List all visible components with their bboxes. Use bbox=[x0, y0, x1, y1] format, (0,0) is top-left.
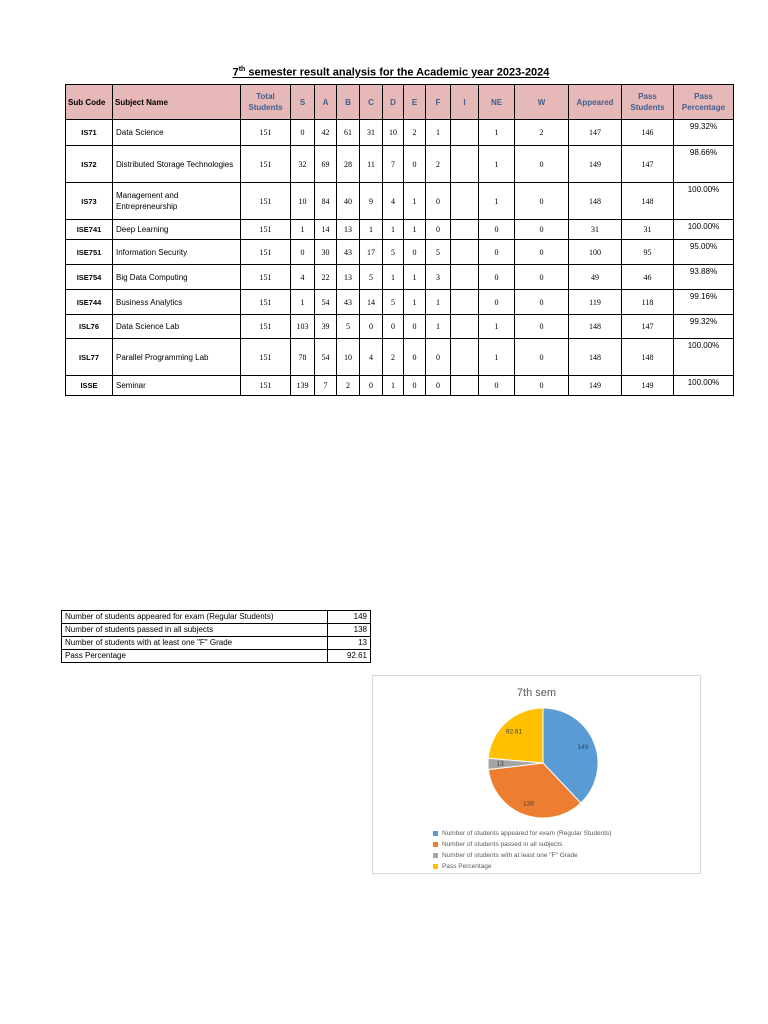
cell-s: 78 bbox=[291, 339, 315, 376]
cell-c: 0 bbox=[360, 376, 383, 396]
cell-total: 151 bbox=[241, 183, 291, 220]
col-header: B bbox=[337, 85, 360, 120]
cell-s: 1 bbox=[291, 290, 315, 315]
legend-swatch bbox=[433, 831, 438, 836]
summary-label: Number of students with at least one "F" Grade bbox=[62, 637, 328, 650]
col-header: W bbox=[515, 85, 569, 120]
cell-w: 2 bbox=[515, 120, 569, 146]
cell-d: 7 bbox=[383, 146, 404, 183]
summary-label: Number of students passed in all subjects bbox=[62, 624, 328, 637]
cell-c: 5 bbox=[360, 265, 383, 290]
cell-b: 13 bbox=[337, 220, 360, 240]
cell-pass: 148 bbox=[622, 339, 674, 376]
cell-b: 10 bbox=[337, 339, 360, 376]
cell-c: 31 bbox=[360, 120, 383, 146]
cell-d: 5 bbox=[383, 240, 404, 265]
col-header: NE bbox=[479, 85, 515, 120]
cell-c: 1 bbox=[360, 220, 383, 240]
cell-pct: 99.32% bbox=[674, 315, 734, 339]
cell-e: 1 bbox=[404, 265, 426, 290]
cell-s: 0 bbox=[291, 120, 315, 146]
legend-label: Number of students passed in all subjects bbox=[442, 841, 563, 848]
table-row bbox=[66, 376, 734, 396]
cell-e: 0 bbox=[404, 240, 426, 265]
cell-f: 0 bbox=[426, 376, 451, 396]
cell-appeared: 148 bbox=[569, 315, 622, 339]
cell-a: 54 bbox=[315, 290, 337, 315]
cell-ne: 1 bbox=[479, 120, 515, 146]
cell-ne: 0 bbox=[479, 376, 515, 396]
cell-f: 1 bbox=[426, 315, 451, 339]
summary-label: Pass Percentage bbox=[62, 650, 328, 663]
cell-pct: 100.00% bbox=[674, 376, 734, 396]
pie-data-label: 13 bbox=[496, 760, 504, 768]
summary-value: 13 bbox=[328, 637, 371, 650]
cell-total: 151 bbox=[241, 146, 291, 183]
summary-label: Number of students appeared for exam (Regular Students) bbox=[62, 611, 328, 624]
col-header: Pass Students bbox=[622, 85, 674, 120]
cell-s: 0 bbox=[291, 240, 315, 265]
summary-row bbox=[62, 637, 371, 650]
cell-i bbox=[451, 220, 479, 240]
cell-appeared: 31 bbox=[569, 220, 622, 240]
cell-i bbox=[451, 240, 479, 265]
cell-i bbox=[451, 290, 479, 315]
cell-s: 103 bbox=[291, 315, 315, 339]
cell-appeared: 147 bbox=[569, 120, 622, 146]
page-title: 7th semester result analysis for the Academic year 2023-2024 bbox=[232, 66, 550, 79]
cell-pass: 118 bbox=[622, 290, 674, 315]
cell-b: 13 bbox=[337, 265, 360, 290]
cell-code: ISE744 bbox=[66, 290, 113, 315]
table-row bbox=[66, 240, 734, 265]
cell-total: 151 bbox=[241, 315, 291, 339]
cell-total: 151 bbox=[241, 220, 291, 240]
chart-title: 7th sem bbox=[516, 687, 557, 699]
summary-row bbox=[62, 611, 371, 624]
cell-a: 22 bbox=[315, 265, 337, 290]
cell-e: 0 bbox=[404, 315, 426, 339]
cell-c: 11 bbox=[360, 146, 383, 183]
cell-i bbox=[451, 315, 479, 339]
cell-total: 151 bbox=[241, 120, 291, 146]
cell-a: 69 bbox=[315, 146, 337, 183]
cell-b: 40 bbox=[337, 183, 360, 220]
cell-e: 1 bbox=[404, 220, 426, 240]
legend-item bbox=[433, 839, 611, 850]
cell-a: 54 bbox=[315, 339, 337, 376]
cell-ne: 1 bbox=[479, 183, 515, 220]
cell-ne: 0 bbox=[479, 290, 515, 315]
cell-pct: 99.32% bbox=[674, 120, 734, 146]
cell-d: 2 bbox=[383, 339, 404, 376]
cell-appeared: 149 bbox=[569, 376, 622, 396]
col-header: D bbox=[383, 85, 404, 120]
cell-b: 43 bbox=[337, 290, 360, 315]
cell-subject: Distributed Storage Technologies bbox=[113, 146, 241, 183]
cell-f: 0 bbox=[426, 183, 451, 220]
cell-subject: Deep Learning bbox=[113, 220, 241, 240]
cell-subject: Business Analytics bbox=[113, 290, 241, 315]
col-header: F bbox=[426, 85, 451, 120]
cell-pct: 99.16% bbox=[674, 290, 734, 315]
cell-pass: 149 bbox=[622, 376, 674, 396]
cell-subject: Parallel Programming Lab bbox=[113, 339, 241, 376]
cell-d: 1 bbox=[383, 265, 404, 290]
cell-ne: 1 bbox=[479, 146, 515, 183]
summary-value: 138 bbox=[328, 624, 371, 637]
cell-d: 10 bbox=[383, 120, 404, 146]
cell-subject: Seminar bbox=[113, 376, 241, 396]
cell-pass: 46 bbox=[622, 265, 674, 290]
cell-pct: 95.00% bbox=[674, 240, 734, 265]
cell-a: 30 bbox=[315, 240, 337, 265]
summary-row bbox=[62, 650, 371, 663]
cell-i bbox=[451, 120, 479, 146]
cell-appeared: 148 bbox=[569, 183, 622, 220]
legend-item bbox=[433, 861, 611, 872]
cell-pct: 100.00% bbox=[674, 339, 734, 376]
cell-w: 0 bbox=[515, 315, 569, 339]
cell-d: 1 bbox=[383, 376, 404, 396]
cell-total: 151 bbox=[241, 339, 291, 376]
cell-s: 139 bbox=[291, 376, 315, 396]
cell-w: 0 bbox=[515, 376, 569, 396]
summary-value: 149 bbox=[328, 611, 371, 624]
cell-total: 151 bbox=[241, 376, 291, 396]
cell-pass: 148 bbox=[622, 183, 674, 220]
table-row bbox=[66, 220, 734, 240]
cell-pass: 95 bbox=[622, 240, 674, 265]
legend-label: Number of students appeared for exam (Regular Students) bbox=[442, 830, 612, 837]
cell-f: 0 bbox=[426, 220, 451, 240]
cell-subject: Data Science bbox=[113, 120, 241, 146]
summary-row bbox=[62, 624, 371, 637]
cell-code: IS73 bbox=[66, 183, 113, 220]
cell-ne: 0 bbox=[479, 265, 515, 290]
cell-f: 1 bbox=[426, 290, 451, 315]
cell-c: 9 bbox=[360, 183, 383, 220]
cell-s: 4 bbox=[291, 265, 315, 290]
cell-e: 2 bbox=[404, 120, 426, 146]
table-row bbox=[66, 265, 734, 290]
cell-e: 1 bbox=[404, 183, 426, 220]
cell-code: ISL77 bbox=[66, 339, 113, 376]
cell-appeared: 148 bbox=[569, 339, 622, 376]
cell-e: 1 bbox=[404, 290, 426, 315]
cell-pct: 100.00% bbox=[674, 183, 734, 220]
col-header: Sub Code bbox=[66, 85, 113, 120]
cell-pct: 98.66% bbox=[674, 146, 734, 183]
pie-data-label: 138 bbox=[522, 800, 534, 808]
col-header: A bbox=[315, 85, 337, 120]
col-header: E bbox=[404, 85, 426, 120]
cell-e: 0 bbox=[404, 339, 426, 376]
cell-f: 0 bbox=[426, 339, 451, 376]
cell-c: 4 bbox=[360, 339, 383, 376]
cell-c: 0 bbox=[360, 315, 383, 339]
table-row bbox=[66, 290, 734, 315]
cell-d: 0 bbox=[383, 315, 404, 339]
cell-code: IS71 bbox=[66, 120, 113, 146]
cell-code: ISL76 bbox=[66, 315, 113, 339]
table-row bbox=[66, 339, 734, 376]
cell-code: ISE754 bbox=[66, 265, 113, 290]
cell-pct: 93.88% bbox=[674, 265, 734, 290]
col-header: Total Students bbox=[241, 85, 291, 120]
cell-d: 1 bbox=[383, 220, 404, 240]
cell-f: 5 bbox=[426, 240, 451, 265]
cell-ne: 1 bbox=[479, 315, 515, 339]
table-row bbox=[66, 315, 734, 339]
cell-subject: Information Security bbox=[113, 240, 241, 265]
legend-swatch bbox=[433, 853, 438, 858]
cell-ne: 0 bbox=[479, 220, 515, 240]
table-row bbox=[66, 183, 734, 220]
cell-appeared: 149 bbox=[569, 146, 622, 183]
cell-pass: 146 bbox=[622, 120, 674, 146]
cell-w: 0 bbox=[515, 146, 569, 183]
pie-data-label: 149 bbox=[577, 744, 589, 752]
cell-f: 1 bbox=[426, 120, 451, 146]
col-header: I bbox=[451, 85, 479, 120]
cell-appeared: 100 bbox=[569, 240, 622, 265]
cell-pass: 147 bbox=[622, 315, 674, 339]
cell-total: 151 bbox=[241, 265, 291, 290]
cell-b: 43 bbox=[337, 240, 360, 265]
col-header: Pass Percentage bbox=[674, 85, 734, 120]
col-header: Subject Name bbox=[113, 85, 241, 120]
cell-d: 5 bbox=[383, 290, 404, 315]
legend-swatch bbox=[433, 864, 438, 869]
cell-i bbox=[451, 376, 479, 396]
cell-ne: 1 bbox=[479, 339, 515, 376]
legend-item bbox=[433, 828, 611, 839]
table-row bbox=[66, 120, 734, 146]
cell-total: 151 bbox=[241, 290, 291, 315]
cell-subject: Big Data Computing bbox=[113, 265, 241, 290]
cell-f: 3 bbox=[426, 265, 451, 290]
cell-w: 0 bbox=[515, 339, 569, 376]
cell-code: ISSE bbox=[66, 376, 113, 396]
cell-subject: Management and Entrepreneurship bbox=[113, 183, 241, 220]
cell-a: 84 bbox=[315, 183, 337, 220]
cell-total: 151 bbox=[241, 240, 291, 265]
cell-pct: 100.00% bbox=[674, 220, 734, 240]
legend-label: Number of students with at least one "F" Grade bbox=[442, 852, 578, 859]
cell-b: 28 bbox=[337, 146, 360, 183]
cell-i bbox=[451, 339, 479, 376]
cell-s: 1 bbox=[291, 220, 315, 240]
cell-pass: 31 bbox=[622, 220, 674, 240]
cell-w: 0 bbox=[515, 290, 569, 315]
col-header: C bbox=[360, 85, 383, 120]
cell-a: 42 bbox=[315, 120, 337, 146]
table-row bbox=[66, 146, 734, 183]
cell-s: 32 bbox=[291, 146, 315, 183]
cell-subject: Data Science Lab bbox=[113, 315, 241, 339]
cell-b: 61 bbox=[337, 120, 360, 146]
cell-e: 0 bbox=[404, 146, 426, 183]
legend-swatch bbox=[433, 842, 438, 847]
cell-w: 0 bbox=[515, 183, 569, 220]
cell-d: 4 bbox=[383, 183, 404, 220]
cell-code: ISE751 bbox=[66, 240, 113, 265]
cell-w: 0 bbox=[515, 240, 569, 265]
cell-b: 2 bbox=[337, 376, 360, 396]
cell-a: 7 bbox=[315, 376, 337, 396]
cell-code: IS72 bbox=[66, 146, 113, 183]
cell-s: 10 bbox=[291, 183, 315, 220]
summary-value: 92.61 bbox=[328, 650, 371, 663]
cell-f: 2 bbox=[426, 146, 451, 183]
legend-label: Pass Percentage bbox=[442, 863, 492, 870]
cell-c: 17 bbox=[360, 240, 383, 265]
cell-b: 5 bbox=[337, 315, 360, 339]
cell-i bbox=[451, 183, 479, 220]
pie-slice bbox=[488, 708, 543, 763]
col-header: S bbox=[291, 85, 315, 120]
result-table bbox=[65, 84, 734, 396]
chart-legend bbox=[433, 828, 611, 872]
summary-table bbox=[61, 610, 371, 663]
cell-w: 0 bbox=[515, 220, 569, 240]
pie-data-label: 92.61 bbox=[505, 728, 523, 736]
cell-i bbox=[451, 146, 479, 183]
cell-appeared: 49 bbox=[569, 265, 622, 290]
cell-a: 39 bbox=[315, 315, 337, 339]
cell-code: ISE741 bbox=[66, 220, 113, 240]
cell-c: 14 bbox=[360, 290, 383, 315]
pie-chart bbox=[372, 675, 701, 874]
table-header-row bbox=[66, 85, 734, 120]
cell-pass: 147 bbox=[622, 146, 674, 183]
cell-e: 0 bbox=[404, 376, 426, 396]
cell-i bbox=[451, 265, 479, 290]
col-header: Appeared bbox=[569, 85, 622, 120]
cell-w: 0 bbox=[515, 265, 569, 290]
cell-appeared: 119 bbox=[569, 290, 622, 315]
cell-a: 14 bbox=[315, 220, 337, 240]
cell-ne: 0 bbox=[479, 240, 515, 265]
legend-item bbox=[433, 850, 611, 861]
